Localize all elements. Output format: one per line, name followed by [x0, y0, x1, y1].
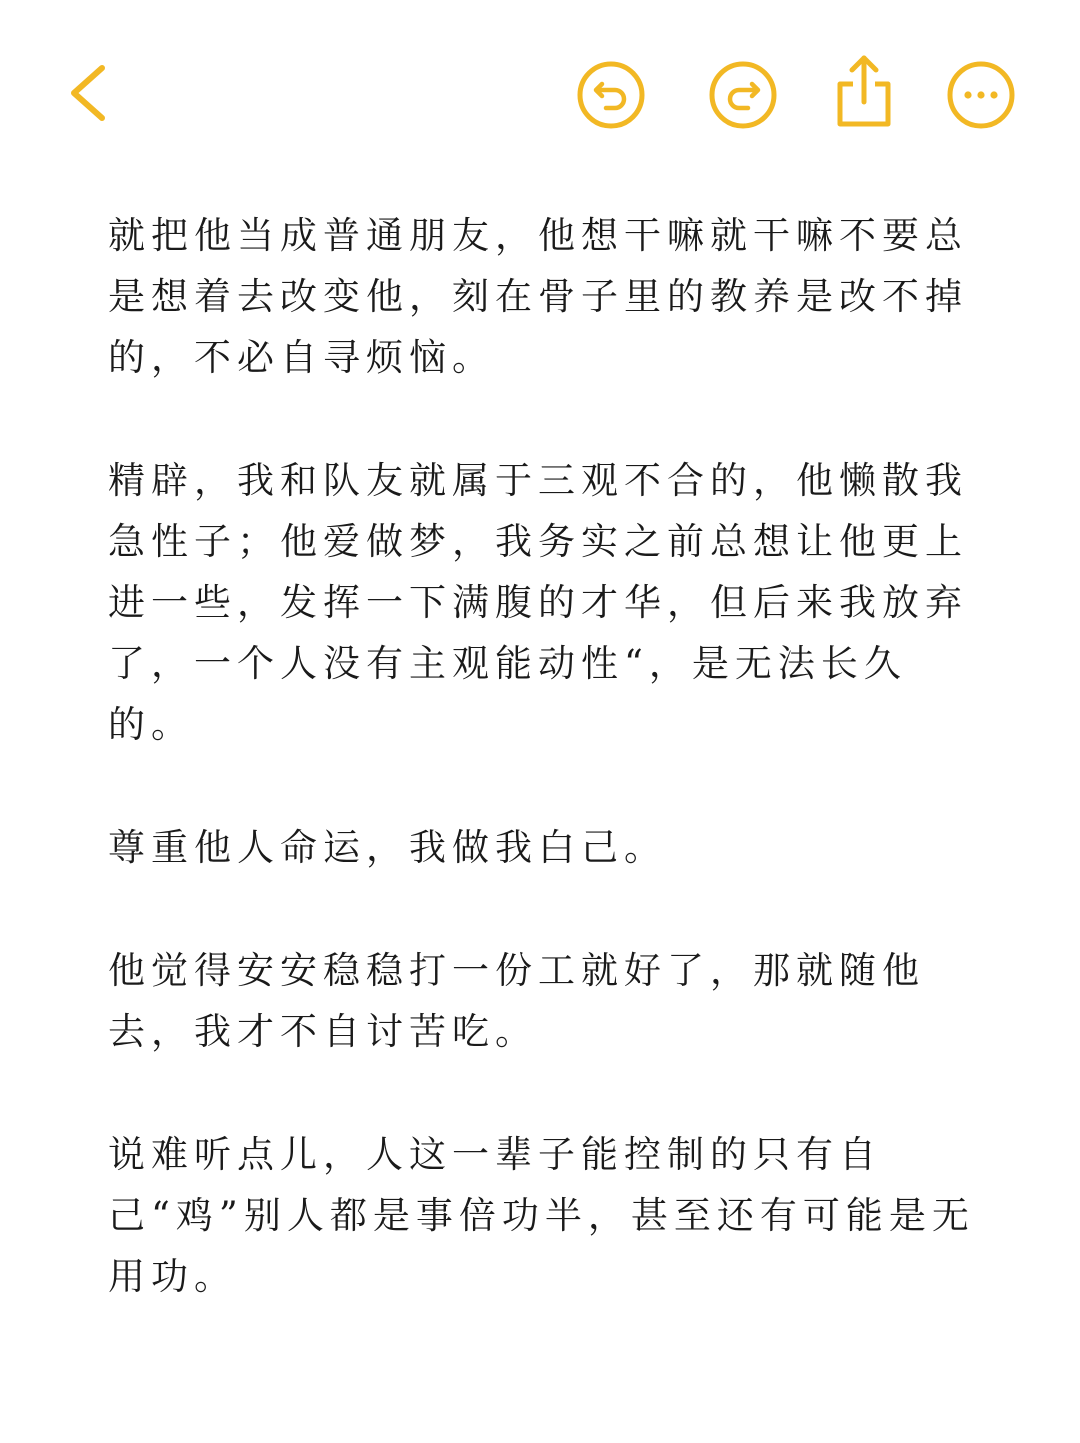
note-body[interactable] — [108, 205, 978, 1369]
more-options-button[interactable] — [944, 60, 1018, 130]
redo-icon — [706, 60, 780, 130]
redo-button[interactable] — [706, 60, 780, 130]
share-button[interactable] — [830, 52, 900, 130]
top-toolbar — [0, 0, 1080, 190]
undo-icon — [574, 60, 648, 130]
note-paragraph-4: 他觉得安安稳稳打一份工就好了，那就随他去，我才不自讨苦吃。 — [108, 949, 925, 1053]
back-button[interactable] — [58, 60, 122, 126]
undo-button[interactable] — [574, 60, 648, 130]
note-paragraph-5: 说难听点儿，人这一辈子能控制的只有自己“鸡”别人都是事倍功半，甚至还有可能是无用功。 — [108, 1133, 975, 1298]
chevron-left-icon — [58, 60, 122, 126]
note-paragraph-2: 精辟，我和队友就属于三观不合的，他懒散我急性子；他爱做梦，我务实之前总想让他更上进一些，发挥一下满腹的才华，但后来我放弃了，一个人没有主观能动性“，是无法长久的。 — [108, 459, 968, 746]
note-paragraph-3: 尊重他人命运，我做我白己。 — [108, 826, 667, 869]
more-icon — [944, 60, 1018, 130]
share-icon — [830, 52, 900, 130]
note-paragraph-1: 就把他当成普通朋友，他想干嘛就干嘛不要总是想着去改变他，刻在骨子里的教养是改不掉的，不必自寻烦恼。 — [108, 214, 968, 379]
